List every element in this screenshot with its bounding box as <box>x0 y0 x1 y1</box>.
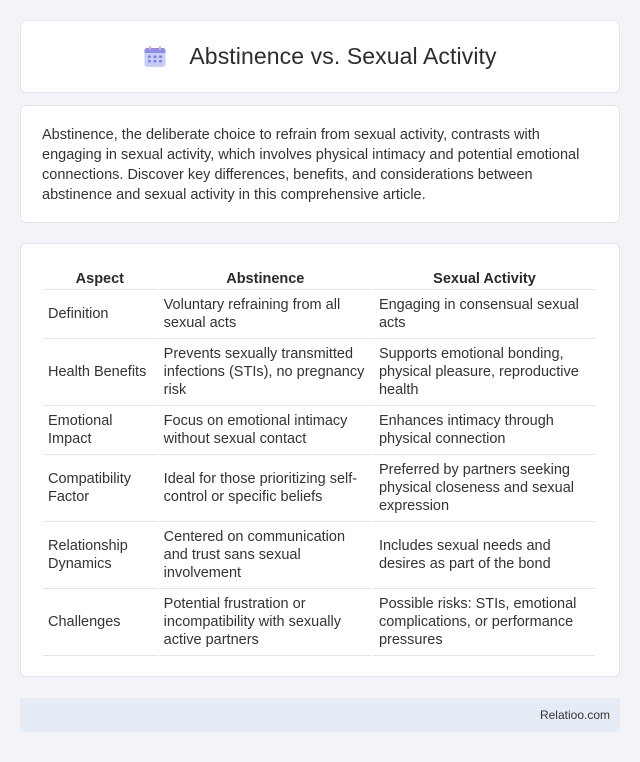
row-sexual-activity: Possible risks: STIs, emotional complications, or performance pressures <box>374 589 595 656</box>
table-row <box>43 406 595 455</box>
row-abstinence: Centered on communication and trust sans sexual involvement <box>159 522 372 589</box>
table-header-row <box>43 266 595 290</box>
intro-paragraph: Abstinence, the deliberate choice to refrain from sexual activity, contrasts with engaging in sexual activity, which involves physical intimacy and potential emotional connections. Discover key differences, benefits, and considerations between abstinence and sexual activity in this comprehensive article. <box>42 127 580 203</box>
row-sexual-activity: Supports emotional bonding, physical pleasure, reproductive health <box>374 339 595 406</box>
footer-site-name: Relatioo.com <box>539 708 610 722</box>
header-card <box>20 20 620 93</box>
row-sexual-activity: Enhances intimacy through physical connection <box>374 406 595 455</box>
row-aspect: Definition <box>43 290 157 339</box>
row-sexual-activity: Engaging in consensual sexual acts <box>374 290 595 339</box>
page-title: Abstinence vs. Sexual Activity <box>189 43 497 69</box>
table-row <box>43 589 595 656</box>
comparison-table <box>41 266 597 656</box>
header-sexual-activity: Sexual Activity <box>374 266 595 290</box>
calendar-icon <box>143 45 167 69</box>
row-aspect: Relationship Dynamics <box>43 522 157 589</box>
row-sexual-activity: Preferred by partners seeking physical closeness and sexual expression <box>374 455 595 522</box>
title-wrap <box>143 43 496 70</box>
row-abstinence: Focus on emotional intimacy without sexual contact <box>159 406 372 455</box>
table-row <box>43 522 595 589</box>
header-abstinence: Abstinence <box>159 266 372 290</box>
table-row <box>43 290 595 339</box>
row-abstinence: Prevents sexually transmitted infections (STIs), no pregnancy risk <box>159 339 372 406</box>
row-abstinence: Ideal for those prioritizing self-control or specific beliefs <box>159 455 372 522</box>
table-row <box>43 455 595 522</box>
row-abstinence: Voluntary refraining from all sexual acts <box>159 290 372 339</box>
row-abstinence: Potential frustration or incompatibility with sexually active partners <box>159 589 372 656</box>
intro-card <box>20 105 620 223</box>
row-aspect: Challenges <box>43 589 157 656</box>
row-sexual-activity: Includes sexual needs and desires as part of the bond <box>374 522 595 589</box>
comparison-table-card <box>20 243 620 677</box>
row-aspect: Health Benefits <box>43 339 157 406</box>
row-aspect: Compatibility Factor <box>43 455 157 522</box>
row-aspect: Emotional Impact <box>43 406 157 455</box>
table-row <box>43 339 595 406</box>
header-aspect: Aspect <box>43 266 157 290</box>
footer <box>20 698 620 732</box>
